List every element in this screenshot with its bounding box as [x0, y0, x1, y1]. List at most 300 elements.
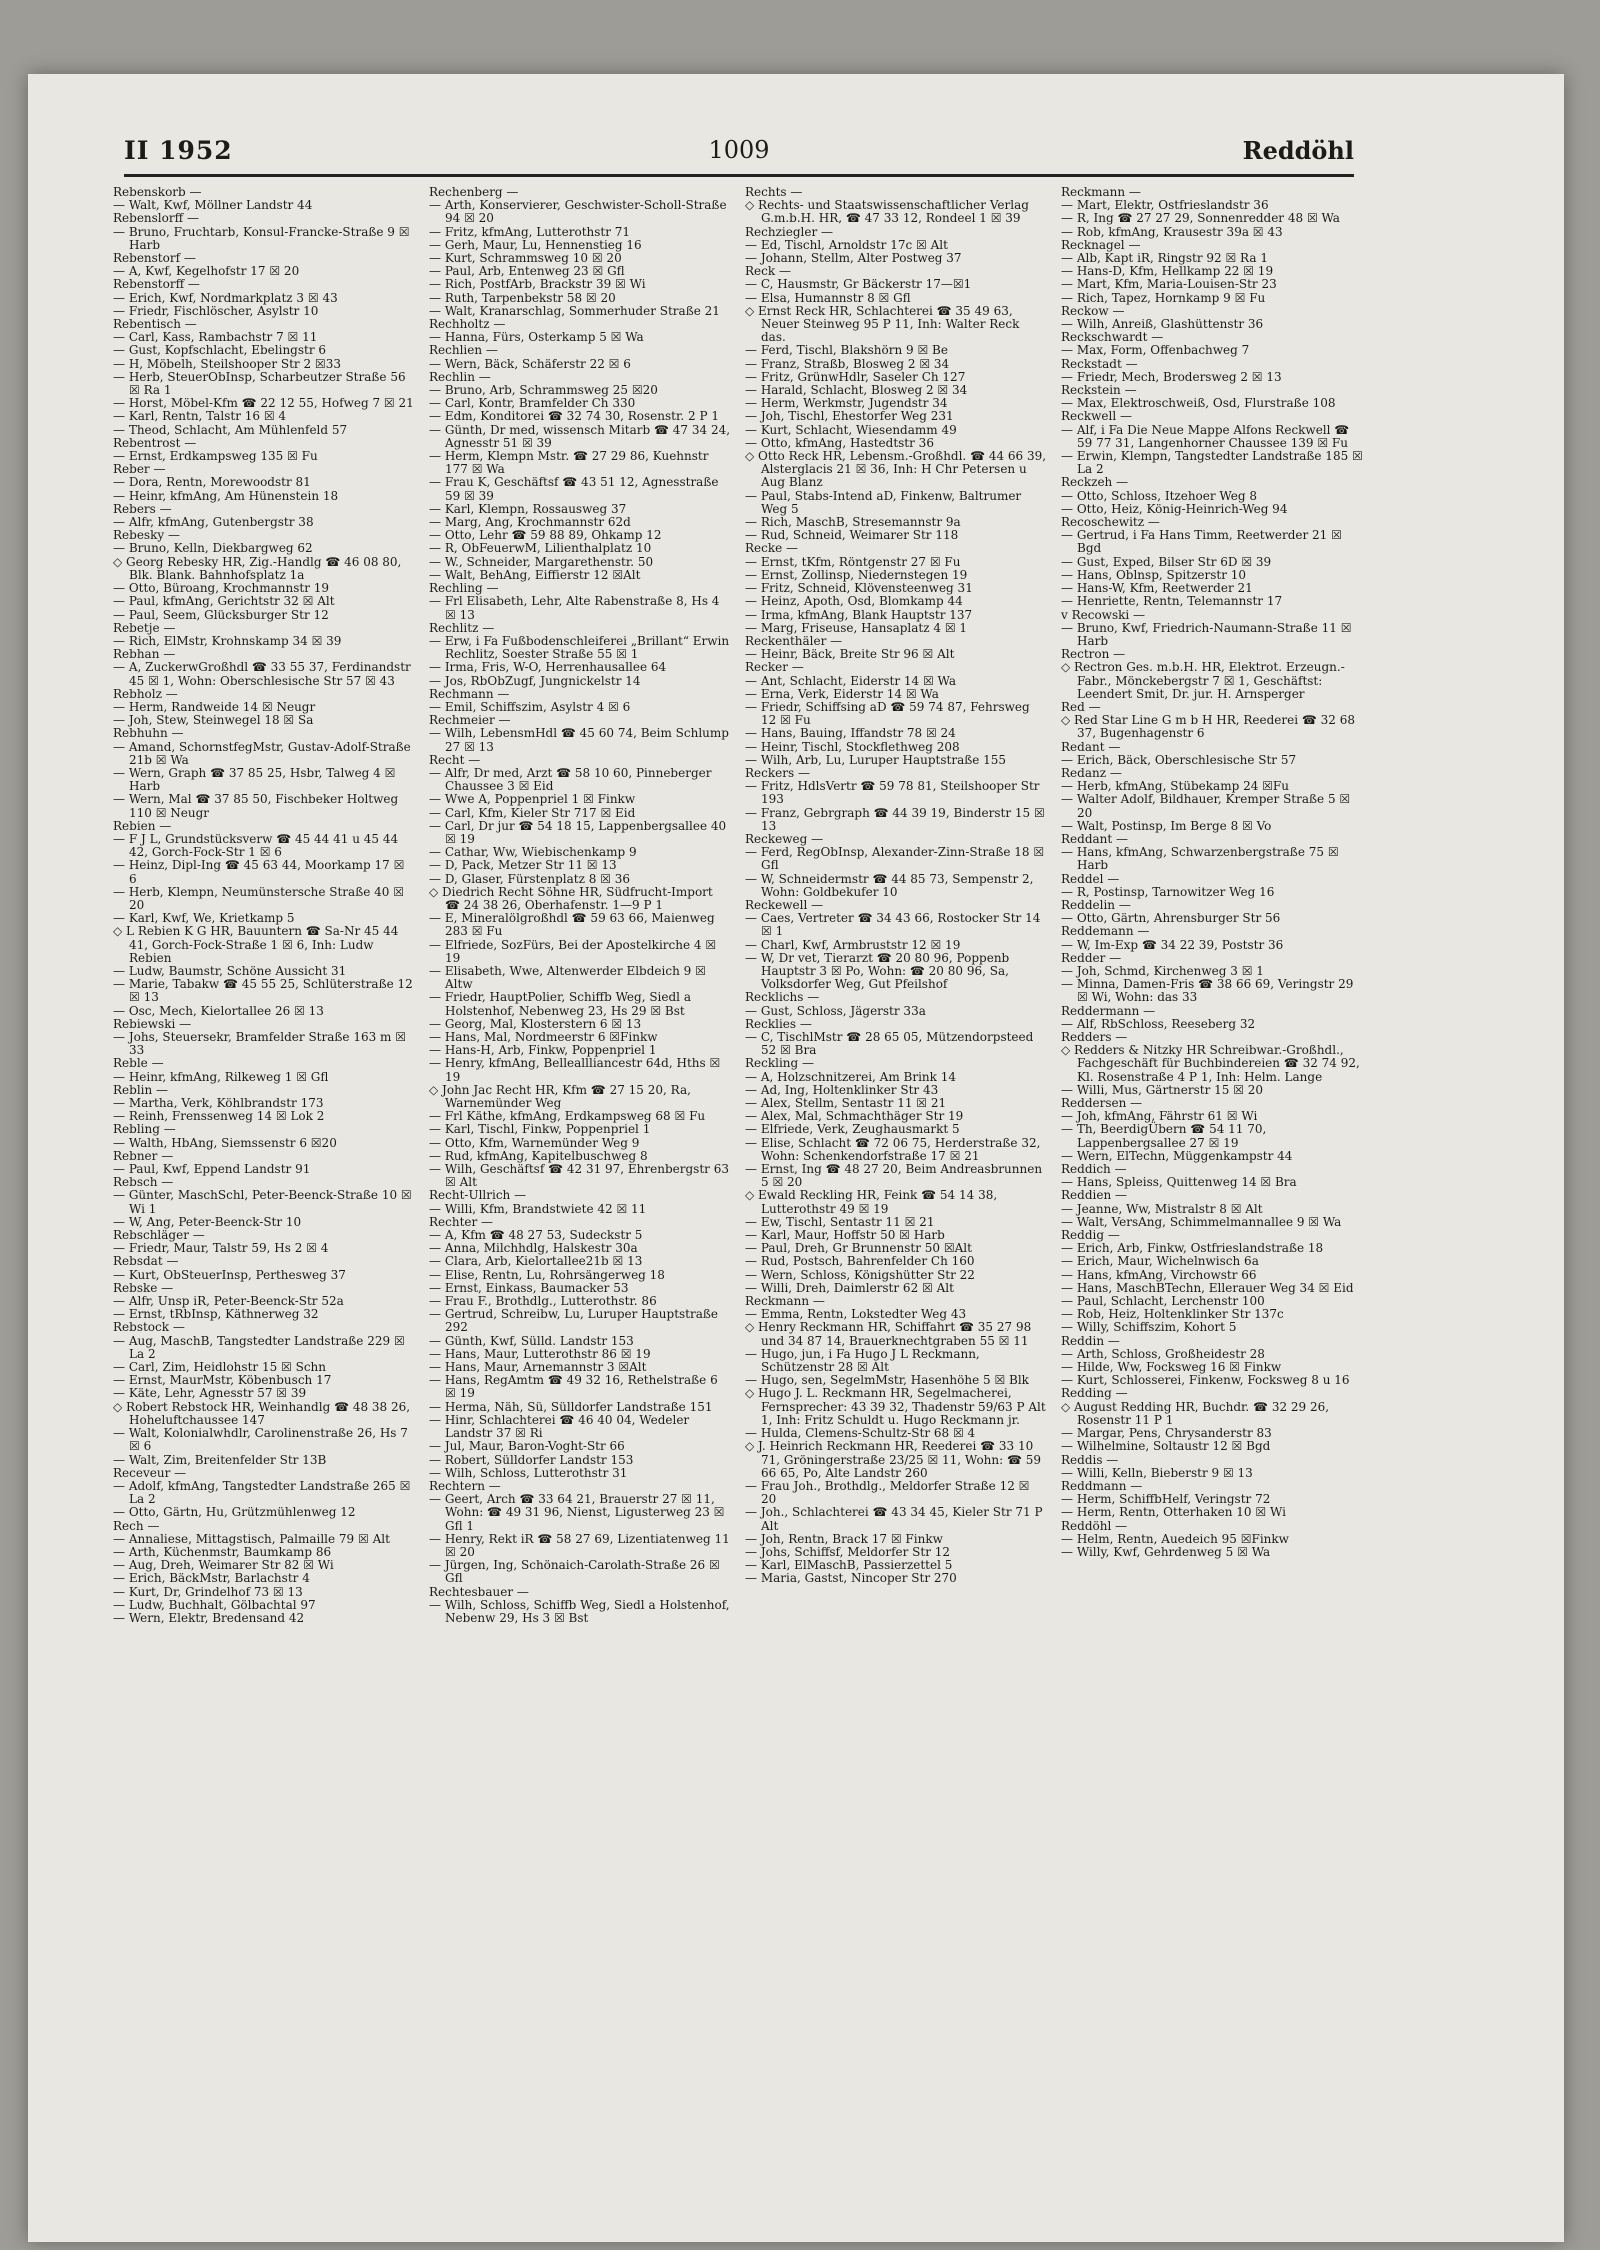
directory-entry: Reddant —	[1061, 831, 1129, 846]
directory-entry: Rebschläger —	[113, 1228, 205, 1243]
volume-year: II 1952	[124, 136, 233, 165]
directory-entry: — Heinz, Apoth, Osd, Blomkamp 44	[745, 594, 963, 609]
directory-entry: — Irma, kfmAng, Blank Hauptstr 137	[745, 607, 973, 622]
directory-entry: — R, Ing ☎ 27 27 29, Sonnenredder 48 ☒ Wa	[1061, 211, 1340, 226]
directory-entry: ◇ Henry Reckmann HR, Schiffahrt ☎ 35 27 98 und 34 87 14, Brauerknechtgraben 55 ☒ 11	[745, 1320, 1032, 1348]
directory-entry: — Franz, Gebrgraph ☎ 44 39 19, Binderstr 15 ☒ 13	[745, 805, 1045, 833]
directory-entry: — Rich, Tapez, Hornkamp 9 ☒ Fu	[1061, 290, 1266, 305]
directory-entry: — Paul, Arb, Entenweg 23 ☒ Gfl	[429, 264, 625, 279]
directory-entry: — Walt, Kranarschlag, Sommerhuder Straße 21	[429, 303, 720, 318]
directory-entry: Reddich —	[1061, 1162, 1127, 1177]
directory-entry: Redant —	[1061, 739, 1121, 754]
directory-entry: — Kurt, Schlosserei, Finkenw, Focksweg 8 u 16	[1061, 1373, 1350, 1388]
directory-entry: Reddermann —	[1061, 1003, 1156, 1018]
directory-entry: — Hulda, Clemens-Schultz-Str 68 ☒ 4	[745, 1426, 976, 1441]
column-4	[1061, 186, 1363, 2226]
directory-entry: — Caes, Vertreter ☎ 34 43 66, Rostocker Str 14 ☒ 1	[745, 911, 1041, 939]
directory-entry: Reddig —	[1061, 1228, 1120, 1243]
directory-entry: — Jos, RbObZugf, Jungnickelstr 14	[429, 673, 641, 688]
directory-entry: Reckewell —	[745, 897, 824, 912]
directory-entry: Reckling —	[745, 1056, 815, 1071]
directory-entry: — Amand, SchornstfegMstr, Gustav-Adolf-Straße 21b ☒ Wa	[113, 739, 411, 767]
directory-entry: — Cathar, Ww, Wiebischenkamp 9	[429, 845, 637, 860]
directory-entry: — Carl, Kontr, Bramfelder Ch 330	[429, 396, 636, 411]
directory-entry: — Joh, Rentn, Brack 17 ☒ Finkw	[745, 1531, 943, 1546]
directory-entry: Reckenthäler —	[745, 633, 843, 648]
directory-entry: — Erich, Arb, Finkw, Ostfrieslandstraße 18	[1061, 1241, 1324, 1256]
directory-entry: — Georg, Mal, Klosterstern 6 ☒ 13	[429, 1016, 642, 1031]
directory-entry: — W., Schneider, Margarethenstr. 50	[429, 554, 654, 569]
column-3	[745, 186, 1047, 2226]
directory-entry: — Henry, Rekt iR ☎ 58 27 69, Lizentiatenweg 11 ☒ 20	[429, 1531, 730, 1559]
directory-entry: — Paul, kfmAng, Gerichtstr 32 ☒ Alt	[113, 594, 335, 609]
directory-entry: — D, Pack, Metzer Str 11 ☒ 13	[429, 858, 617, 873]
directory-entry: Rechholtz —	[429, 317, 506, 332]
directory-entry: — Joh., Schlachterei ☎ 43 34 45, Kieler Str 71 P Alt	[745, 1505, 1043, 1533]
directory-entry: — Erich, Maur, Wichelnwisch 6a	[1061, 1254, 1259, 1269]
directory-entry: Rechlin —	[429, 369, 491, 384]
directory-entry: ◇ Red Star Line G m b H HR, Reederei ☎ 32 68 37, Bugenhagenstr 6	[1061, 713, 1355, 741]
directory-entry: — Robert, Sülldorfer Landstr 153	[429, 1452, 634, 1467]
directory-entry: — Hans, kfmAng, Schwarzenbergstraße 75 ☒ Harb	[1061, 845, 1339, 873]
directory-entry: — Wilh, Arb, Lu, Luruper Hauptstraße 155	[745, 752, 1007, 767]
directory-entry: — Hans, RegAmtm ☎ 49 32 16, Rethelstraße 6 ☒ 19	[429, 1373, 718, 1401]
directory-entry: — Hugo, jun, i Fa Hugo J L Reckmann, Schützenstr 28 ☒ Alt	[745, 1346, 980, 1375]
directory-entry: — Ernst, Erdkampsweg 135 ☒ Fu	[113, 449, 318, 464]
directory-entry: Reddel —	[1061, 871, 1120, 886]
directory-entry: — Karl, Maur, Hoffstr 50 ☒ Harb	[745, 1228, 945, 1243]
directory-entry: — Hilde, Ww, Focksweg 16 ☒ Finkw	[1061, 1360, 1282, 1375]
directory-entry: — Aug, Dreh, Weimarer Str 82 ☒ Wi	[113, 1558, 334, 1573]
directory-entry: — Johs, Steuersekr, Bramfelder Straße 163 m ☒ 33	[113, 1030, 406, 1058]
directory-entry: — Heinz, Dipl-Ing ☎ 45 63 44, Moorkamp 17 ☒ 6	[113, 858, 405, 886]
directory-entry: ◇ Diedrich Recht Söhne HR, Südfrucht-Import ☎ 24 38 26, Oberhafenstr. 1—9 P 1	[429, 884, 713, 912]
directory-entry: Rebien —	[113, 818, 172, 833]
directory-entry: — Otto, Gärtn, Ahrensburger Str 56	[1061, 911, 1281, 926]
directory-entry: — Ernst, MaurMstr, Köbenbusch 17	[113, 1373, 332, 1388]
directory-entry: — Wilhelmine, Soltaustr 12 ☒ Bgd	[1061, 1439, 1271, 1454]
running-head: Reddöhl	[1242, 136, 1354, 165]
directory-entry: — Willy, Kwf, Gehrdenweg 5 ☒ Wa	[1061, 1544, 1271, 1559]
directory-entry: — Erna, Verk, Eiderstr 14 ☒ Wa	[745, 686, 939, 701]
directory-entry: — Carl, Kass, Rambachstr 7 ☒ 11	[113, 330, 318, 345]
directory-entry: — Alex, Stellm, Sentastr 11 ☒ 21	[745, 1096, 947, 1111]
directory-entry: Redders —	[1061, 1030, 1128, 1044]
directory-entry: — Karl, Tischl, Finkw, Poppenpriel 1	[429, 1122, 651, 1137]
directory-entry: — Wilh, Schloss, Schiffb Weg, Siedl a Holstenhof, Nebenw 29, Hs 3 ☒ Bst	[429, 1597, 730, 1625]
directory-entry: — Friedr, Maur, Talstr 59, Hs 2 ☒ 4	[113, 1241, 329, 1256]
directory-entry: — Marg, Friseuse, Hansaplatz 4 ☒ 1	[745, 620, 968, 635]
directory-entry: Rebenslorff —	[113, 211, 199, 226]
directory-entry: Reddöhl —	[1061, 1518, 1128, 1533]
page-header	[124, 134, 1354, 177]
directory-entry: — Arth, Küchenmstr, Baumkamp 86	[113, 1544, 332, 1559]
directory-entry: — W, Dr vet, Tierarzt ☎ 20 80 96, Poppenb Hauptstr 3 ☒ Po, Wohn: ☎ 20 80 96, Sa, Volksdorfer Weg, Gut Pfeilshof	[745, 950, 1010, 992]
directory-entry: — A, Holzschnitzerei, Am Brink 14	[745, 1069, 957, 1084]
directory-entry: — Alfr, Dr med, Arzt ☎ 58 10 60, Pinneberger Chaussee 3 ☒ Eid	[429, 765, 712, 794]
directory-entry: — Marg, Ang, Krochmannstr 62d	[429, 515, 631, 530]
directory-entry: — Paul, Seem, Glücksburger Str 12	[113, 607, 329, 622]
directory-entry: — Rich, ElMstr, Krohnskamp 34 ☒ 39	[113, 633, 342, 648]
directory-entry: — Rich, PostfArb, Brackstr 39 ☒ Wi	[429, 277, 646, 292]
directory-entry: — Friedr, Schiffsing aD ☎ 59 74 87, Fehrsweg 12 ☒ Fu	[745, 699, 1030, 728]
column-1	[113, 186, 415, 2226]
directory-entry: — Hans, Bauing, Iffandstr 78 ☒ 24	[745, 726, 956, 741]
directory-entry: Reckstadt —	[1061, 356, 1138, 371]
directory-entry: — Ant, Schlacht, Eiderstr 14 ☒ Wa	[745, 673, 956, 688]
directory-entry: — Gertrud, i Fa Hans Timm, Reetwerder 21 ☒ Bgd	[1061, 528, 1342, 556]
directory-entry: — Otto, Büroang, Krochmannstr 19	[113, 581, 330, 596]
directory-entry: — Hinr, Schlachterei ☎ 46 40 04, Wedeler Landstr 37 ☒ Ri	[429, 1412, 690, 1441]
directory-entry: Rechmeier —	[429, 713, 511, 728]
directory-entry: — Harald, Schlacht, Blosweg 2 ☒ 34	[745, 383, 968, 398]
directory-entry: Rebers —	[113, 501, 172, 516]
directory-entry: — Karl, ElMaschB, Passierzettel 5	[745, 1558, 953, 1573]
directory-entry: — Gust, Exped, Bilser Str 6D ☒ 39	[1061, 554, 1272, 569]
directory-entry: — Frau F., Brothdlg., Lutterothstr. 86	[429, 1294, 657, 1309]
directory-entry: Rebsch —	[113, 1175, 174, 1190]
directory-entry: — Wern, Mal ☎ 37 85 50, Fischbeker Holtweg 110 ☒ Neugr	[113, 792, 399, 820]
directory-entry: ◇ Ewald Reckling HR, Feink ☎ 54 14 38, Lutterothstr 49 ☒ 19	[745, 1188, 998, 1216]
directory-entry: — Käte, Lehr, Agnesstr 57 ☒ 39	[113, 1386, 307, 1401]
directory-entry: — Franz, Straßb, Blosweg 2 ☒ 34	[745, 356, 950, 371]
directory-entry: — Hans, Maur, Lutterothstr 86 ☒ 19	[429, 1346, 651, 1361]
directory-entry: — Bruno, Arb, Schrammsweg 25 ☒20	[429, 383, 658, 398]
directory-entry: — Jeanne, Ww, Mistralstr 8 ☒ Alt	[1061, 1201, 1263, 1216]
directory-entry: — Carl, Kfm, Kieler Str 717 ☒ Eid	[429, 805, 636, 820]
directory-entry: Redanz —	[1061, 765, 1122, 780]
directory-entry: — Erwin, Klempn, Tangstedter Landstraße 185 ☒ La 2	[1061, 449, 1363, 477]
directory-entry: ◇ John Jac Recht HR, Kfm ☎ 27 15 20, Ra, Warnemünder Weg	[429, 1082, 691, 1111]
directory-entry: — Otto, kfmAng, Hastedtstr 36	[745, 435, 934, 450]
directory-entry: — Elise, Schlacht ☎ 72 06 75, Herderstraße 32, Wohn: Schenkendorfstraße 17 ☒ 21	[745, 1135, 1041, 1163]
directory-entry: — Hans-D, Kfm, Hellkamp 22 ☒ 19	[1061, 264, 1274, 279]
directory-entry: Rechtern —	[429, 1478, 501, 1493]
directory-entry: — A, Kfm ☎ 48 27 53, Sudeckstr 5	[429, 1228, 643, 1243]
directory-entry: — F J L, Grundstücksverw ☎ 45 44 41 u 45 44 42, Gorch-Fock-Str 1 ☒ 6	[113, 831, 399, 860]
directory-entry: Reckstein —	[1061, 383, 1137, 398]
directory-entry: — Rud, Schneid, Weimarer Str 118	[745, 528, 959, 543]
directory-entry: — Otto, Heiz, König-Heinrich-Weg 94	[1061, 501, 1288, 516]
directory-entry: Rechziegler —	[745, 224, 834, 239]
directory-entry: — Wilh, Geschäftsf ☎ 42 31 97, Ehrenbergstr 63 ☒ Alt	[429, 1162, 729, 1190]
directory-entry: Reckzeh —	[1061, 475, 1129, 490]
directory-entry: — Ernst, tRbInsp, Käthnerweg 32	[113, 1307, 319, 1322]
directory-entry: Recker —	[745, 660, 804, 675]
directory-entry: — Reinh, Frenssenweg 14 ☒ Lok 2	[113, 1109, 325, 1124]
directory-entry: — Otto, Gärtn, Hu, Grützmühlenweg 12	[113, 1505, 356, 1520]
directory-entry: — C, Hausmstr, Gr Bäckerstr 17—☒1	[745, 277, 972, 292]
directory-entry: — Arth, Schloss, Großheidestr 28	[1061, 1346, 1265, 1361]
directory-entry: — W, Im-Exp ☎ 34 22 39, Poststr 36	[1061, 937, 1284, 952]
directory-entry: — Hans, Maur, Arnemannstr 3 ☒Alt	[429, 1360, 647, 1375]
directory-entry: Rebholz —	[113, 686, 178, 701]
directory-entry: — R, ObFeuerwM, Lilienthalplatz 10	[429, 541, 652, 556]
directory-entry: Recknagel —	[1061, 237, 1141, 252]
directory-entry: — Friedr, Mech, Brodersweg 2 ☒ 13	[1061, 369, 1282, 384]
directory-entry: Recht —	[429, 752, 481, 767]
directory-entry: — Rob, kfmAng, Krausestr 39a ☒ 43	[1061, 224, 1283, 239]
directory-entry: Rebhuhn —	[113, 726, 184, 741]
directory-entry: — Ludw, Buchhalt, Gölbachtal 97	[113, 1597, 316, 1612]
directory-entry: — Gerh, Maur, Lu, Hennenstieg 16	[429, 237, 642, 252]
directory-entry: — Hans, kfmAng, Virchowstr 66	[1061, 1267, 1257, 1282]
directory-entry: — Heinr, Tischl, Stockflethweg 208	[745, 739, 960, 754]
directory-entry: Recke —	[745, 541, 799, 556]
directory-entry: Rechter —	[429, 1214, 494, 1229]
directory-entry: Red —	[1061, 699, 1101, 714]
directory-entry: — C, TischlMstr ☎ 28 65 05, Mützendorpsteed 52 ☒ Bra	[745, 1030, 1034, 1058]
directory-entry: — Erich, Bäck, Oberschlesische Str 57	[1061, 752, 1297, 767]
directory-entry: Recklichs —	[745, 990, 820, 1005]
directory-entry: — Margar, Pens, Chrysanderstr 83	[1061, 1426, 1272, 1441]
directory-entry: — Ruth, Tarpenbekstr 58 ☒ 20	[429, 290, 616, 305]
directory-entry: — Herma, Näh, Sü, Sülldorfer Landstraße 151	[429, 1399, 713, 1414]
directory-entry: — E, Mineralölgroßhdl ☎ 59 63 66, Maienweg 283 ☒ Fu	[429, 911, 715, 939]
directory-entry: — Erich, Kwf, Nordmarkplatz 3 ☒ 43	[113, 290, 338, 305]
directory-entry: — Anna, Milchhdlg, Halskestr 30a	[429, 1241, 638, 1256]
directory-entry: — A, Kwf, Kegelhofstr 17 ☒ 20	[113, 264, 300, 279]
directory-entry: — Willy, Schiffszim, Kohort 5	[1061, 1320, 1237, 1335]
directory-entry: — Theod, Schlacht, Am Mühlenfeld 57	[113, 422, 348, 437]
directory-entry: — Ernst, Zollinsp, Niedernstegen 19	[745, 567, 968, 582]
directory-entry: — Rud, Postsch, Bahrenfelder Ch 160	[745, 1254, 975, 1269]
directory-entry: — Mart, Kfm, Maria-Louisen-Str 23	[1061, 277, 1277, 292]
directory-entry: Reddien —	[1061, 1188, 1127, 1203]
directory-entry: — Johs, Schiffsf, Meldorfer Str 12	[745, 1544, 951, 1559]
directory-entry: — Emil, Schiffszim, Asylstr 4 ☒ 6	[429, 699, 631, 714]
directory-entry: — Rob, Heiz, Holtenklinker Str 137c	[1061, 1307, 1284, 1322]
directory-entry: ◇ Hugo J. L. Reckmann HR, Segelmacherei, Fernsprecher: 43 39 32, Thadenstr 59/63 P Alt 1, Inh: Fritz Schuldt u. Hugo Reckmann jr.	[745, 1386, 1046, 1427]
directory-entry: Reddelin —	[1061, 897, 1131, 912]
directory-entry: — Günth, Kwf, Sülld. Landstr 153	[429, 1333, 634, 1348]
directory-entry: — Alb, Kapt iR, Ringstr 92 ☒ Ra 1	[1061, 251, 1268, 266]
directory-entry: — Aug, MaschB, Tangstedter Landstraße 229 ☒ La 2	[113, 1333, 405, 1361]
directory-entry: — Heinr, kfmAng, Am Hünenstein 18	[113, 488, 339, 503]
directory-entry: Rebenskorb —	[113, 186, 202, 199]
directory-entry: — Ernst, Ing ☎ 48 27 20, Beim Andreasbrunnen 5 ☒ 20	[745, 1162, 1043, 1190]
directory-entry: — Hans, Spleiss, Quittenweg 14 ☒ Bra	[1061, 1175, 1297, 1190]
directory-entry: — Paul, Schlacht, Lerchenstr 100	[1061, 1294, 1265, 1309]
directory-entry: — Wilh, Anreiß, Glashüttenstr 36	[1061, 317, 1264, 332]
directory-entry: — Joh, Stew, Steinwegel 18 ☒ Sa	[113, 713, 314, 728]
directory-entry: — Alf, i Fa Die Neue Mappe Alfons Reckwell ☎ 59 77 31, Langenhorner Chaussee 139 ☒ Fu	[1061, 422, 1350, 450]
directory-entry: — Erw, i Fa Fußbodenschleiferei „Brillant“ Erwin Rechlitz, Soester Straße 55 ☒ 1	[429, 633, 730, 662]
directory-entry: — Otto, Kfm, Warnemünder Weg 9	[429, 1135, 640, 1150]
directory-entry: Rech —	[113, 1518, 160, 1533]
directory-entry: ◇ L Rebien K G HR, Bauuntern ☎ Sa-Nr 45 44 41, Gorch-Fock-Straße 1 ☒ 6, Inh: Ludw Rebien	[113, 924, 399, 965]
directory-entry: — Herm, Klempn Mstr. ☎ 27 29 86, Kuehnstr 177 ☒ Wa	[429, 449, 709, 477]
directory-entry: — Irma, Fris, W-O, Herrenhausallee 64	[429, 660, 667, 675]
directory-entry: — Walt, Postinsp, Im Berge 8 ☒ Vo	[1061, 818, 1272, 833]
directory-entry: — Fritz, Schneid, Klövensteenweg 31	[745, 581, 973, 596]
directory-entry: — Fritz, HdlsVertr ☎ 59 78 81, Steilshooper Str 193	[745, 779, 1040, 807]
directory-entry: — Alf, RbSchloss, Reeseberg 32	[1061, 1016, 1256, 1031]
directory-entry: — Herm, Rentn, Otterhaken 10 ☒ Wi	[1061, 1505, 1286, 1520]
directory-entry: — Henriette, Rentn, Telemannstr 17	[1061, 594, 1283, 609]
directory-entry: — Ed, Tischl, Arnoldstr 17c ☒ Alt	[745, 237, 948, 252]
directory-entry: — Wilh, LebensmHdl ☎ 45 60 74, Beim Schlump 27 ☒ 13	[429, 726, 729, 754]
directory-entry: — Wern, Schloss, Königshütter Str 22	[745, 1267, 975, 1282]
directory-entry: — Heinr, Bäck, Breite Str 96 ☒ Alt	[745, 647, 955, 662]
directory-entry: — Ferd, RegObInsp, Alexander-Zinn-Straße 18 ☒ Gfl	[745, 845, 1045, 873]
directory-entry: Rechtesbauer —	[429, 1584, 529, 1599]
directory-entry: — Kurt, Dr, Grindelhof 73 ☒ 13	[113, 1584, 303, 1599]
directory-entry: — Martha, Verk, Köhlbrandstr 173	[113, 1096, 324, 1111]
directory-entry: — Herb, kfmAng, Stübekamp 24 ☒Fu	[1061, 779, 1289, 794]
directory-entry: Reckschwardt —	[1061, 330, 1164, 345]
directory-entry: Rebenstorff —	[113, 277, 200, 292]
directory-entry: — Willi, Kelln, Bieberstr 9 ☒ 13	[1061, 1465, 1253, 1480]
directory-page	[28, 74, 1564, 2242]
directory-entry: — Wern, Bäck, Schäferstr 22 ☒ 6	[429, 356, 631, 371]
directory-entry: Rebner —	[113, 1148, 174, 1163]
directory-entry: — W, Schneidermstr ☎ 44 85 73, Sempenstr 2, Wohn: Goldbekufer 10	[745, 871, 1034, 899]
directory-entry: — Bruno, Fruchtarb, Konsul-Francke-Straße 9 ☒ Harb	[113, 224, 410, 252]
directory-entry: — Hugo, sen, SegelmMstr, Hasenhöhe 5 ☒ Blk	[745, 1373, 1029, 1388]
directory-entry: Rebentrost —	[113, 435, 197, 450]
directory-entry: — Erich, BäckMstr, Barlachstr 4	[113, 1571, 310, 1586]
directory-entry: Rebske —	[113, 1280, 174, 1295]
directory-entry: — Clara, Arb, Kielortallee21b ☒ 13	[429, 1254, 643, 1269]
directory-entry: — Fritz, GrünwHdlr, Saseler Ch 127	[745, 369, 966, 384]
directory-entry: — Alex, Mal, Schmachthäger Str 19	[745, 1109, 964, 1124]
directory-entry: Rechlien —	[429, 343, 498, 358]
directory-entry: — Paul, Dreh, Gr Brunnenstr 50 ☒Alt	[745, 1241, 972, 1256]
directory-entry: — Hans-H, Arb, Finkw, Poppenpriel 1	[429, 1043, 657, 1058]
directory-entry: — Willi, Dreh, Daimlerstr 62 ☒ Alt	[745, 1280, 954, 1295]
directory-entry: — Otto, Lehr ☎ 59 88 89, Ohkamp 12	[429, 528, 662, 543]
directory-entry: — Arth, Konservierer, Geschwister-Scholl-Straße 94 ☒ 20	[429, 198, 727, 226]
directory-entry: — Carl, Zim, Heidlohstr 15 ☒ Schn	[113, 1360, 326, 1375]
directory-entry: — Mart, Elektr, Ostfrieslandstr 36	[1061, 198, 1269, 213]
directory-entry: — Th, BeerdigÜbern ☎ 54 11 70, Lappenbergsallee 27 ☒ 19	[1061, 1122, 1267, 1150]
directory-entry: — Marie, Tabakw ☎ 45 55 25, Schlüterstraße 12 ☒ 13	[113, 977, 413, 1005]
directory-entry: — Friedr, HauptPolier, Schiffb Weg, Siedl a Holstenhof, Nebenweg 23, Hs 29 ☒ Bst	[429, 990, 691, 1018]
directory-entry: — Johann, Stellm, Alter Postweg 37	[745, 251, 962, 266]
directory-entry: Redding —	[1061, 1386, 1128, 1401]
directory-entry: — Bruno, Kwf, Friedrich-Naumann-Straße 11 ☒ Harb	[1061, 620, 1352, 648]
directory-entry: v Recowski —	[1061, 607, 1146, 622]
directory-entry: — Edm, Konditorei ☎ 32 74 30, Rosenstr. 2 P 1	[429, 409, 719, 424]
directory-entry: Rebetje —	[113, 620, 176, 635]
directory-entry: — Carl, Dr jur ☎ 54 18 15, Lappenbergsallee 40 ☒ 19	[429, 818, 727, 846]
directory-entry: — Friedr, Fischlöscher, Asylstr 10	[113, 303, 319, 318]
directory-entry: Rebstock —	[113, 1320, 185, 1335]
directory-entry: Rechling —	[429, 581, 499, 596]
directory-entry: Reddmann —	[1061, 1478, 1143, 1493]
directory-entry: — Gust, Kopfschlacht, Ebelingstr 6	[113, 343, 327, 358]
directory-entry: — Maria, Gastst, Nincoper Str 270	[745, 1571, 957, 1586]
directory-entry: — Ernst, Einkass, Baumacker 53	[429, 1280, 629, 1295]
directory-entry: Rechenberg —	[429, 186, 519, 199]
directory-entry: — Henry, kfmAng, Belleallliancestr 64d, Hths ☒ 19	[429, 1056, 721, 1084]
directory-entry: — Günth, Dr med, wissensch Mitarb ☎ 47 34 24, Agnesstr 51 ☒ 39	[429, 422, 731, 450]
directory-entry: — Karl, Rentn, Talstr 16 ☒ 4	[113, 409, 287, 424]
directory-entry: Recoschewitz —	[1061, 515, 1160, 530]
directory-entry: Rebhan —	[113, 647, 176, 662]
directory-entry: ◇ J. Heinrich Reckmann HR, Reederei ☎ 33 10 71, Gröningerstraße 23/25 ☒ 11, Wohn: ☎ 59 66 65, Po, Alte Landstr 260	[745, 1439, 1042, 1480]
directory-columns	[113, 186, 1363, 2226]
directory-entry: — Elsa, Humannstr 8 ☒ Gfl	[745, 290, 911, 305]
directory-entry: — Frau Joh., Brothdlg., Meldorfer Straße 12 ☒ 20	[745, 1478, 1030, 1507]
directory-entry: — Frl Elisabeth, Lehr, Alte Rabenstraße 8, Hs 4 ☒ 13	[429, 594, 720, 622]
directory-entry: — Dora, Rentn, Morewoodstr 81	[113, 475, 311, 490]
directory-entry: — Frl Käthe, kfmAng, Erdkampsweg 68 ☒ Fu	[429, 1109, 706, 1124]
directory-entry: — Wern, Elektr, Bredensand 42	[113, 1610, 305, 1625]
directory-entry: Rebiewski —	[113, 1016, 192, 1031]
directory-entry: — Karl, Kwf, We, Krietkamp 5	[113, 911, 295, 926]
directory-entry: — Jul, Maur, Baron-Voght-Str 66	[429, 1439, 625, 1454]
directory-entry: — Frau K, Geschäftsf ☎ 43 51 12, Agnesstraße 59 ☒ 39	[429, 475, 719, 503]
directory-entry: — Walt, Kolonialwhdlr, Carolinenstraße 26, Hs 7 ☒ 6	[113, 1426, 408, 1454]
directory-entry: — Elfriede, Verk, Zeughausmarkt 5	[745, 1122, 960, 1137]
directory-entry: Reddin —	[1061, 1333, 1120, 1348]
directory-entry: — Walt, Kwf, Möllner Landstr 44	[113, 198, 313, 213]
directory-entry: — Charl, Kwf, Armbruststr 12 ☒ 19	[745, 937, 961, 952]
directory-entry: Reddis —	[1061, 1452, 1119, 1467]
directory-entry: Rebesky —	[113, 528, 180, 543]
directory-entry: Reber —	[113, 462, 166, 477]
directory-entry: — Gust, Schloss, Jägerstr 33a	[745, 1003, 926, 1018]
column-2	[429, 186, 731, 2226]
directory-entry: — Walt, Zim, Breitenfelder Str 13B	[113, 1452, 327, 1467]
directory-entry: — Paul, Stabs-Intend aD, Finkenw, Baltrumer Weg 5	[745, 488, 1022, 516]
directory-entry: Reddemann —	[1061, 924, 1150, 939]
directory-entry: — Elfriede, SozFürs, Bei der Apostelkirche 4 ☒ 19	[429, 937, 717, 965]
directory-entry: — Gertrud, Schreibw, Lu, Luruper Hauptstraße 292	[429, 1307, 719, 1335]
directory-entry: — Herb, Klempn, Neumünstersche Straße 40 ☒ 20	[113, 884, 404, 912]
directory-entry: — Helm, Rentn, Auedeich 95 ☒Finkw	[1061, 1531, 1289, 1546]
directory-entry: — R, Postinsp, Tarnowitzer Weg 16	[1061, 884, 1275, 899]
directory-entry: — Herb, SteuerObInsp, Scharbeutzer Straße 56 ☒ Ra 1	[113, 369, 406, 398]
directory-entry: Reckers —	[745, 765, 810, 780]
directory-entry: — Geert, Arch ☎ 33 64 21, Brauerstr 27 ☒ 11, Wohn: ☎ 49 31 96, Nienst, Ligusterweg 23 ☒ Gfl 1	[429, 1492, 725, 1533]
directory-entry: — Karl, Klempn, Rossausweg 37	[429, 501, 627, 516]
directory-entry: — Kurt, Schrammsweg 10 ☒ 20	[429, 251, 622, 266]
directory-entry: Rechlitz —	[429, 620, 495, 635]
directory-entry: — Otto, Schloss, Itzehoer Weg 8	[1061, 488, 1258, 503]
directory-entry: — Adolf, kfmAng, Tangstedter Landstraße 265 ☒ La 2	[113, 1478, 411, 1507]
directory-entry: — Fritz, kfmAng, Lutterothstr 71	[429, 224, 631, 239]
directory-entry: — Rud, kfmAng, Kapitelbuschweg 8	[429, 1148, 648, 1163]
directory-entry: ◇ Ernst Reck HR, Schlachterei ☎ 35 49 63, Neuer Steinweg 95 P 11, Inh: Walter Reck das.	[745, 303, 1020, 345]
directory-entry: — Walth, HbAng, Siemssenstr 6 ☒20	[113, 1135, 337, 1150]
directory-entry: — Ferd, Tischl, Blakshörn 9 ☒ Be	[745, 343, 948, 358]
directory-entry: Reble —	[113, 1056, 164, 1071]
directory-entry: — Hans-W, Kfm, Reetwerder 21	[1061, 581, 1253, 596]
directory-entry: — Ludw, Baumstr, Schöne Aussicht 31	[113, 963, 347, 978]
directory-entry: Reckwell —	[1061, 409, 1132, 424]
directory-entry: Rebenstorf —	[113, 251, 196, 266]
directory-entry: — Heinr, kfmAng, Rilkeweg 1 ☒ Gfl	[113, 1069, 329, 1084]
directory-entry: — Joh, Tischl, Ehestorfer Weg 231	[745, 409, 954, 424]
directory-entry: — Max, Form, Offenbachweg 7	[1061, 343, 1250, 358]
directory-entry: — Willi, Kfm, Brandstwiete 42 ☒ 11	[429, 1201, 647, 1216]
directory-entry: — W, Ang, Peter-Beenck-Str 10	[113, 1214, 302, 1229]
directory-entry: — Jürgen, Ing, Schönaich-Carolath-Straße 26 ☒ Gfl	[429, 1558, 720, 1586]
directory-entry: — Walt, VersAng, Schimmelmannallee 9 ☒ Wa	[1061, 1214, 1342, 1229]
directory-entry: — Hanna, Fürs, Osterkamp 5 ☒ Wa	[429, 330, 644, 345]
directory-entry: — Walter Adolf, Bildhauer, Kremper Straße 5 ☒ 20	[1061, 792, 1351, 820]
directory-entry: Rechts —	[745, 186, 803, 199]
directory-entry: — Horst, Möbel-Kfm ☎ 22 12 55, Hofweg 7 ☒ 21	[113, 396, 414, 411]
directory-entry: — Rich, MaschB, Stresemannstr 9a	[745, 515, 961, 530]
directory-entry: Reckeweg —	[745, 831, 824, 846]
directory-entry: — Hans, Mal, Nordmeerstr 6 ☒Finkw	[429, 1030, 658, 1044]
directory-entry: — Elisabeth, Wwe, Altenwerder Elbdeich 9 ☒ Altw	[429, 963, 706, 992]
directory-entry: — Joh, Schmd, Kirchenweg 3 ☒ 1	[1061, 963, 1264, 978]
